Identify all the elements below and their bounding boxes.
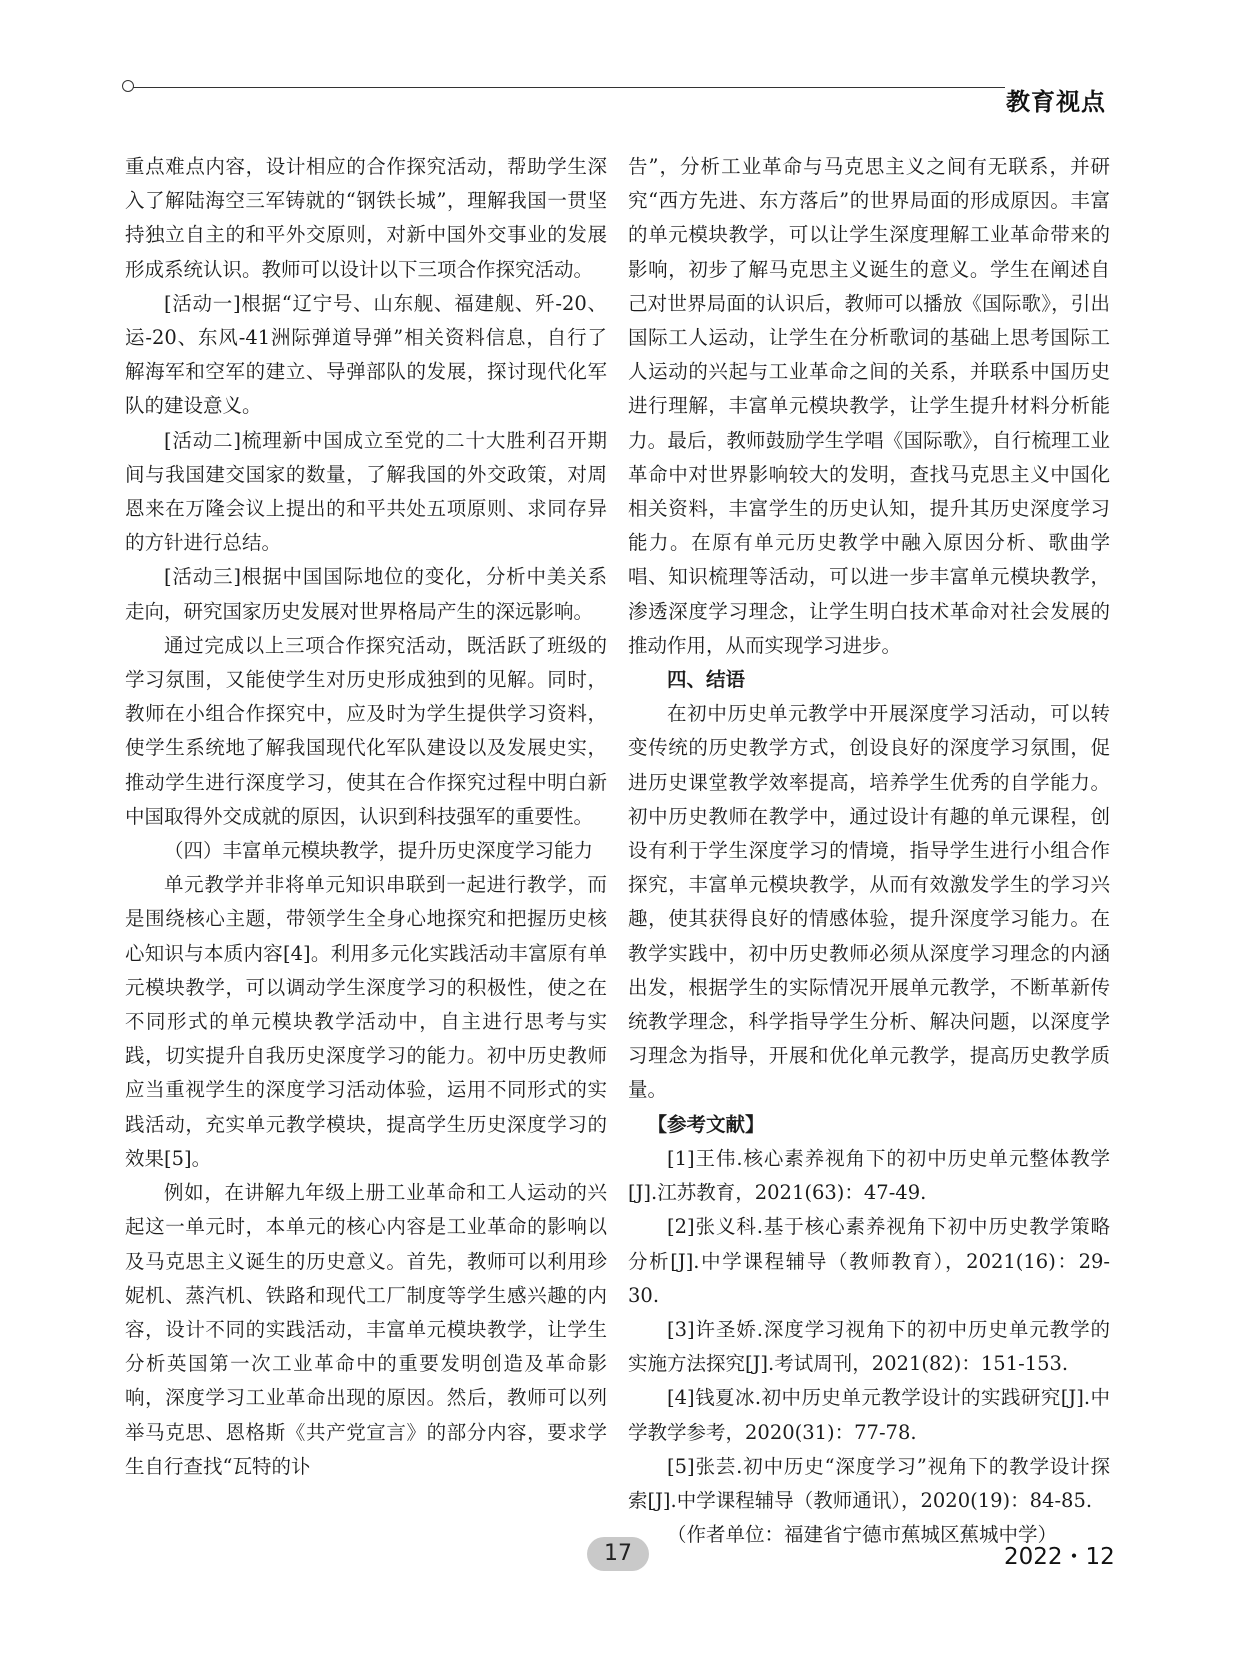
activity-two: [活动二]梳理新中国成立至党的二十大胜利召开期间与我国建交国家的数量，了解我国的外交政策，对周恩来在万隆会议上提出的和平共处五项原则、求同存异的方针进行总结。: [125, 428, 607, 555]
reference-item: [3]许圣娇.深度学习视角下的初中历史单元教学的实施方法探究[J].考试周刊，2021(82)：151-153.: [628, 1317, 1110, 1376]
paragraph: 例如，在讲解九年级上册工业革命和工人运动的兴起这一单元时，本单元的核心内容是工业革命的影响以及马克思主义诞生的历史意义。首先，教师可以利用珍妮机、蒸汽机、铁路和现代工厂制度等学生感兴趣的内容，设计不同的实践活动，丰富单元模块教学，让学生分析英国第一次工业革命中的重要发明创造及革命影响，深度学习工业革命出现的原因。然后，教师可以列举马克思、恩格斯《共产党宣言》的部分内容，要求学生自行查找“瓦特的讣: [125, 1181, 607, 1478]
page-number: 17: [587, 1537, 649, 1571]
issue-number: 2022・12: [1004, 1544, 1115, 1570]
paragraph: 单元教学并非将单元知识串联到一起进行教学，而是围绕核心主题，带领学生全身心地探究和把握历史核心知识与本质内容[4]。利用多元化实践活动丰富原有单元模块教学，可以调动学生深度学习的积极性，使之在不同形式的单元模块教学活动中，自主进行思考与实践，切实提升自我历史深度学习的能力。初中历史教师应当重视学生的深度学习活动体验，运用不同形式的实践活动，充实单元教学模块，提高学生历史深度学习的效果[5]。: [125, 873, 607, 1170]
header-rule: [130, 87, 1005, 88]
subsection-heading: （四）丰富单元模块教学，提升历史深度学习能力: [164, 839, 594, 863]
reference-item: [2]张义科.基于核心素养视角下初中历史教学策略分析[J].中学课程辅导（教师教育），2021(16)：29-30.: [628, 1215, 1110, 1307]
left-column: [125, 150, 607, 1484]
header-circle-ornament: [122, 80, 134, 92]
activity-three: [活动三]根据中国国际地位的变化，分析中美关系走向，研究国家历史发展对世界格局产生的深远影响。: [125, 565, 607, 623]
paragraph: 通过完成以上三项合作探究活动，既活跃了班级的学习氛围，又能使学生对历史形成独到的见解。同时，教师在小组合作探究中，应及时为学生提供学习资料，使学生系统地了解我国现代化军队建设以及发展史实，推动学生进行深度学习，使其在合作探究过程中明白新中国取得外交成就的原因，认识到科技强军的重要性。: [125, 633, 607, 828]
references-title: 【参考文献】: [647, 1112, 765, 1136]
activity-one: [活动一]根据“辽宁号、山东舰、福建舰、歼-20、运-20、东风-41洲际弹道导弹”相关资料信息，自行了解海军和空军的建立、导弹部队的发展，探讨现代化军队的建设意义。: [125, 291, 607, 418]
reference-item: [4]钱夏冰.初中历史单元教学设计的实践研究[J].中学教学参考，2020(31)：77-78.: [628, 1386, 1110, 1444]
paragraph: 告”，分析工业革命与马克思主义之间有无联系，并研究“西方先进、东方落后”的世界局面的形成原因。丰富的单元模块教学，可以让学生深度理解工业革命带来的影响，初步了解马克思主义诞生的意义。学生在阐述自己对世界局面的认识后，教师可以播放《国际歌》，引出国际工人运动，让学生在分析歌词的基础上思考国际工人运动的兴起与工业革命之间的关系，并联系中国历史进行理解，丰富单元模块教学，让学生提升材料分析能力。最后，教师鼓励学生学唱《国际歌》，自行梳理工业革命中对世界影响较大的发明，查找马克思主义中国化相关资料，丰富学生的历史认知，提升其历史深度学习能力。在原有单元历史教学中融入原因分析、歌曲学唱、知识梳理等活动，可以进一步丰富单元模块教学，渗透深度学习理念，让学生明白技术革命对社会发展的推动作用，从而实现学习进步。: [628, 155, 1110, 657]
section-title: 教育视点: [1006, 88, 1106, 116]
reference-item: [1]王伟.核心素养视角下的初中历史单元整体教学[J].江苏教育，2021(63)：47-49.: [628, 1146, 1110, 1205]
author-affiliation: （作者单位：福建省宁德市蕉城区蕉城中学）: [667, 1523, 1058, 1547]
conclusion-heading: 四、结语: [667, 668, 746, 692]
paragraph: 重点难点内容，设计相应的合作探究活动，帮助学生深入了解陆海空三军铸就的“钢铁长城”，理解我国一贯坚持独立自主的和平外交原则，对新中国外交事业的发展形成系统认识。教师可以设计以下三项合作探究活动。: [125, 155, 607, 281]
paragraph: 在初中历史单元教学中开展深度学习活动，可以转变传统的历史教学方式，创设良好的深度学习氛围，促进历史课堂教学效率提高，培养学生优秀的自学能力。初中历史教师在教学中，通过设计有趣的单元课程，创设有利于学生深度学习的情境，指导学生进行小组合作探究，丰富单元模块教学，从而有效激发学生的学习兴趣，使其获得良好的情感体验，提升深度学习能力。在教学实践中，初中历史教师必须从深度学习理念的内涵出发，根据学生的实际情况开展单元教学，不断革新传统教学理念，科学指导学生分析、解决问题，以深度学习理念为指导，开展和优化单元教学，提高历史教学质量。: [628, 702, 1110, 1102]
reference-item: [5]张芸.初中历史“深度学习”视角下的教学设计探索[J].中学课程辅导（教师通讯），2020(19)：84-85.: [628, 1454, 1110, 1512]
right-column: [628, 150, 1110, 1552]
